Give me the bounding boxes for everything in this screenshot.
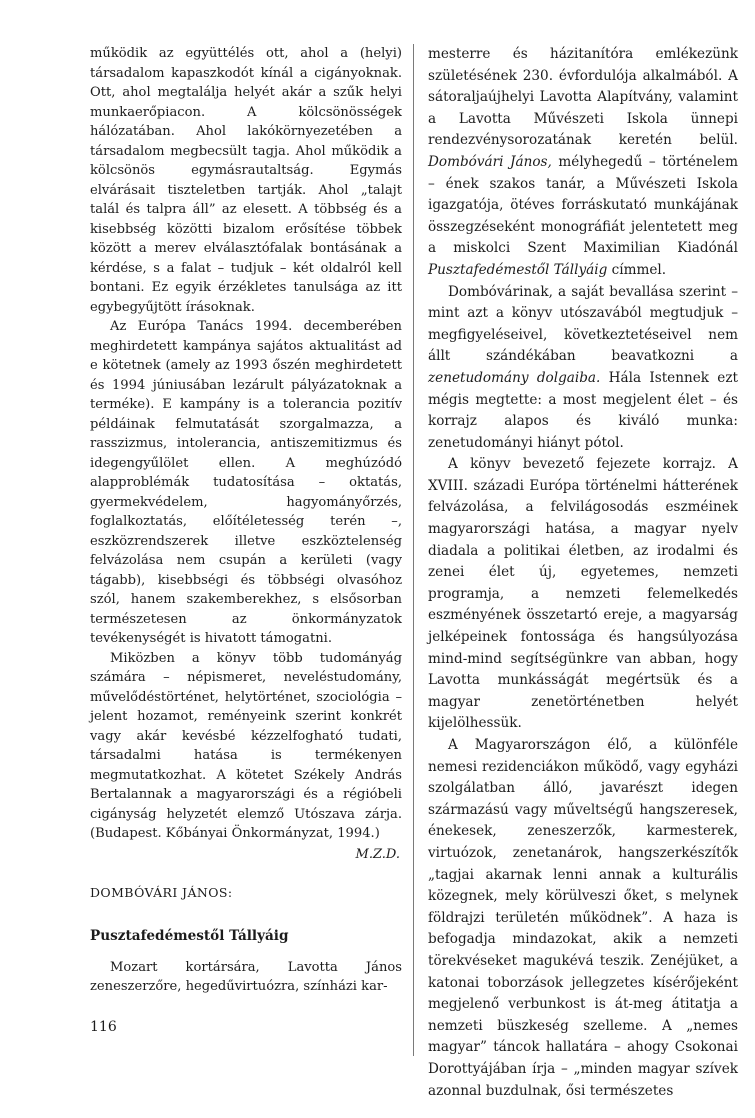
right-paragraph-2-text-b: Hála Istennek ezt mégis megtette: a most megjelent élet – és korrajz alapos és kiváló munka: zenetudományi hiányt pótol. bbox=[428, 369, 738, 451]
author-name-italic: Dombóvári János, bbox=[428, 153, 552, 170]
article-title: Pusztafedémestől Tállyáig bbox=[90, 927, 289, 944]
right-paragraph-3: A könyv bevezető fejezete korrajz. A XVIII. századi Európa történelmi hátterének felvázolása, a felvilágosodás eszméinek magyarországi hatása, a magyar nyelv diadala a politikai életben, az irodalmi és zenei élet új, egyetemes, nemzeti programja, a nemzeti felemelkedés eszményének összetartó ereje, a magyarság jelképeinek fontossága és hangsúlyozása mind-mind segítségünkre van abban, hogy Lavotta munkásságát megértsük és a magyar zenetörténetben helyét kijelölhessük. bbox=[428, 456, 738, 732]
left-paragraph-2: Az Európa Tanács 1994. decemberében meghirdetett kampánya sajátos aktualitást ad e kötetnek (amely az 1993 őszén meghirdetett és 1994 júniusában lezárult pályázatoknak a terméke). E kampány is a tolerancia pozitív példáinak felmutatását szorgalmazza, a rasszizmus, intolerancia, antiszemitizmus és idegengyűlölet ellen. A meghúzódó alapproblémák tudatosítása – oktatás, gyermekvédelem, hagyományőrzés, foglalkoztatás, előítéletesség terén –, eszközrendszerek illetve eszköztelenség felvázolása nem csupán a kerületi (vagy tágabb), kisebbségi és többségi olvasóhoz szól, hanem szakemberekhez, s elsősorban természetesen az önkormányzatok tevékenységét is hivatott támogatni. bbox=[90, 319, 402, 646]
musicology-italic: zenetudomány dolgaiba. bbox=[428, 369, 601, 386]
right-paragraph-1 bbox=[428, 44, 738, 282]
left-paragraph-4: Mozart kortársára, Lavotta János zeneszerzőre, hegedűvirtuózra, színházi kar- bbox=[90, 959, 402, 994]
right-paragraph-1-text-b: mélyhegedű – történelem – ének szakos tanár, a Művészeti Iskola igazgatója, ötéves forráskutató munkájának összegzéseként monográfiát jelentetett meg a miskolci Szent Maximilian Kiadónál bbox=[428, 153, 738, 257]
column-divider bbox=[413, 44, 414, 1056]
right-paragraph-2 bbox=[428, 282, 738, 455]
right-paragraph-1-text-a: mesterre és házitanítóra emlékezünk születésének 230. évfordulója alkalmából. A sátoraljaújhelyi Lavotta Alapítvány, valamint a Lavotta Művészeti Iskola ünnepi rendezvénysorozatának keretén belül. bbox=[428, 46, 738, 149]
left-column bbox=[90, 44, 402, 997]
right-column bbox=[428, 44, 738, 1102]
right-paragraph-1-text-c: címmel. bbox=[607, 261, 667, 278]
right-paragraph-2-text-a: Dombóvárinak, a saját bevallása szerint – mint azt a könyv utószavából megtudjuk – megfigyeléseivel, következtetéseivel nem állt szándékában beavatkozni a bbox=[428, 283, 738, 365]
left-paragraph-1: működik az együttélés ott, ahol a (helyi) társadalom kapaszkodót kínál a cigányoknak. Ott, ahol megtalálja helyét akár a szűk helyi munkaerőpiacon. A kölcsönösségek hálózatában. Ahol lakókörnyezetében a társadalom megbecsült tagja. Ahol működik a kölcsönös egymásrautaltság. Egymás elvárásait tiszteletben tartják. Ahol „talajt talál és talpra áll” az elesett. A többség és a kisebbség közötti bizalom erősítése többek között a merev elválasztófalak bontásának a kérdése, s a falat – tudjuk – két oldalról kell bontani. Ez egyik érzékletes tanulsága az itt egybegyűjtött írásoknak. bbox=[90, 46, 402, 315]
left-paragraph-3: Miközben a könyv több tudományág számára – népismeret, neveléstudomány, művelődéstörténet, helytörténet, szociológia – jelent hozamot, reményeink szerint konkrét vagy akár kevésbé kézzelfogható tudati, társadalmi hatása is termékenyen megmutatkozhat. A kötetet Székely András Bertalannak a magyarországi és a régióbeli cigányság helyzetét elemző Utószava zárja. (Budapest. Kőbányai Önkormányzat, 1994.) bbox=[90, 650, 402, 841]
signature-initials: M.Z.D. bbox=[355, 846, 400, 862]
article-author: DOMBÓVÁRI JÁNOS: bbox=[90, 884, 233, 900]
right-paragraph-4: A Magyarországon élő, a különféle nemesi rezidenciákon működő, vagy egyházi szolgálatban álló, javarészt idegen származású vagy műveltségű hangszeresek, énekesek, zeneszerzők, karmesterek, virtuózok, zenetanárok, hangszerkészítők „tagjai akarnak lenni annak a kulturális közegnek, mely körülveszi őket, s melynek földrajzi területén működnek”. A haza is befogadja mindazokat, akik a nemzeti törekvéseket magukévá teszik. Zenéjüket, a katonai toborzások jellegzetes kísérőjeként megjelenő verbunkost is át-meg átitatja a nemzeti büszkeség szelleme. A „nemes magyar” táncok hallatára – ahogy Csokonai Dorottyájában írja – „minden magyar szívek azonnal buzdulnak, ősi természetes bbox=[428, 737, 738, 1099]
book-title-italic: Pusztafedémestől Tállyáig bbox=[428, 261, 608, 278]
page-number: 116 bbox=[90, 1019, 117, 1035]
